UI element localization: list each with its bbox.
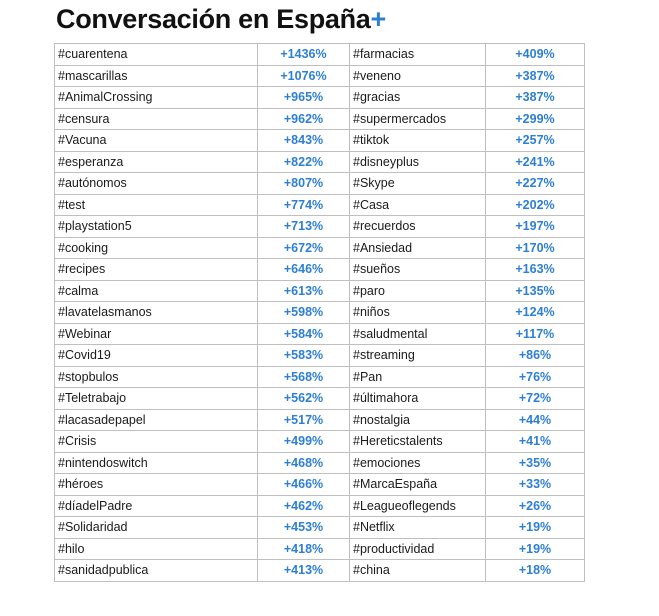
hashtag-cell: #recuerdos <box>350 216 486 238</box>
growth-cell: +41% <box>486 431 585 453</box>
hashtag-cell: #mascarillas <box>55 65 258 87</box>
growth-cell: +135% <box>486 280 585 302</box>
growth-cell: +33% <box>486 474 585 496</box>
hashtag-cell: #héroes <box>55 474 258 496</box>
hashtag-table <box>54 43 585 582</box>
hashtag-cell: #sanidadpublica <box>55 560 258 582</box>
table-row <box>55 173 585 195</box>
growth-cell: +453% <box>258 517 350 539</box>
growth-cell: +598% <box>258 302 350 324</box>
table-row <box>55 65 585 87</box>
hashtag-cell: #Casa <box>350 194 486 216</box>
title-text: Conversación en España <box>56 4 371 34</box>
hashtag-cell: #lavatelasmanos <box>55 302 258 324</box>
hashtag-cell: #autónomos <box>55 173 258 195</box>
hashtag-cell: #calma <box>55 280 258 302</box>
hashtag-cell: #gracias <box>350 87 486 109</box>
hashtag-cell: #emociones <box>350 452 486 474</box>
hashtag-cell: #díadelPadre <box>55 495 258 517</box>
table-row <box>55 302 585 324</box>
growth-cell: +1076% <box>258 65 350 87</box>
table-row <box>55 151 585 173</box>
table-row <box>55 495 585 517</box>
growth-cell: +86% <box>486 345 585 367</box>
table-row <box>55 474 585 496</box>
growth-cell: +584% <box>258 323 350 345</box>
hashtag-table-body <box>55 44 585 582</box>
hashtag-cell: #Pan <box>350 366 486 388</box>
hashtag-cell: #Ansiedad <box>350 237 486 259</box>
growth-cell: +387% <box>486 65 585 87</box>
table-row <box>55 237 585 259</box>
hashtag-cell: #productividad <box>350 538 486 560</box>
table-row <box>55 452 585 474</box>
hashtag-cell: #Crisis <box>55 431 258 453</box>
growth-cell: +18% <box>486 560 585 582</box>
hashtag-cell: #recipes <box>55 259 258 281</box>
table-row <box>55 87 585 109</box>
growth-cell: +466% <box>258 474 350 496</box>
growth-cell: +965% <box>258 87 350 109</box>
hashtag-cell: #stopbulos <box>55 366 258 388</box>
growth-cell: +163% <box>486 259 585 281</box>
growth-cell: +26% <box>486 495 585 517</box>
hashtag-cell: #test <box>55 194 258 216</box>
hashtag-cell: #cooking <box>55 237 258 259</box>
hashtag-cell: #Solidaridad <box>55 517 258 539</box>
hashtag-cell: #streaming <box>350 345 486 367</box>
table-row <box>55 259 585 281</box>
hashtag-cell: #Leagueoflegends <box>350 495 486 517</box>
hashtag-cell: #esperanza <box>55 151 258 173</box>
growth-cell: +562% <box>258 388 350 410</box>
growth-cell: +170% <box>486 237 585 259</box>
hashtag-cell: #nostalgia <box>350 409 486 431</box>
hashtag-cell: #playstation5 <box>55 216 258 238</box>
growth-cell: +568% <box>258 366 350 388</box>
hashtag-cell: #farmacias <box>350 44 486 66</box>
growth-cell: +962% <box>258 108 350 130</box>
hashtag-cell: #supermercados <box>350 108 486 130</box>
hashtag-cell: #china <box>350 560 486 582</box>
growth-cell: +807% <box>258 173 350 195</box>
plus-icon: + <box>370 4 386 34</box>
table-row <box>55 409 585 431</box>
hashtag-cell: #Webinar <box>55 323 258 345</box>
growth-cell: +299% <box>486 108 585 130</box>
growth-cell: +517% <box>258 409 350 431</box>
growth-cell: +1436% <box>258 44 350 66</box>
growth-cell: +468% <box>258 452 350 474</box>
hashtag-cell: #MarcaEspaña <box>350 474 486 496</box>
hashtag-cell: #censura <box>55 108 258 130</box>
growth-cell: +19% <box>486 517 585 539</box>
hashtag-cell: #Teletrabajo <box>55 388 258 410</box>
page-title <box>56 4 386 35</box>
table-row <box>55 345 585 367</box>
growth-cell: +44% <box>486 409 585 431</box>
growth-cell: +257% <box>486 130 585 152</box>
table-row <box>55 366 585 388</box>
table-row <box>55 517 585 539</box>
table-row <box>55 388 585 410</box>
hashtag-cell: #Netflix <box>350 517 486 539</box>
growth-cell: +35% <box>486 452 585 474</box>
hashtag-cell: #últimahora <box>350 388 486 410</box>
growth-cell: +462% <box>258 495 350 517</box>
growth-cell: +646% <box>258 259 350 281</box>
table-row <box>55 323 585 345</box>
table-row <box>55 130 585 152</box>
hashtag-cell: #Hereticstalents <box>350 431 486 453</box>
growth-cell: +822% <box>258 151 350 173</box>
growth-cell: +499% <box>258 431 350 453</box>
hashtag-cell: #Skype <box>350 173 486 195</box>
growth-cell: +197% <box>486 216 585 238</box>
growth-cell: +613% <box>258 280 350 302</box>
hashtag-cell: #hilo <box>55 538 258 560</box>
table-row <box>55 538 585 560</box>
growth-cell: +76% <box>486 366 585 388</box>
table-row <box>55 431 585 453</box>
table-row <box>55 44 585 66</box>
hashtag-cell: #nintendoswitch <box>55 452 258 474</box>
hashtag-cell: #veneno <box>350 65 486 87</box>
hashtag-cell: #Vacuna <box>55 130 258 152</box>
hashtag-cell: #disneyplus <box>350 151 486 173</box>
growth-cell: +672% <box>258 237 350 259</box>
hashtag-cell: #tiktok <box>350 130 486 152</box>
growth-cell: +202% <box>486 194 585 216</box>
hashtag-cell: #sueños <box>350 259 486 281</box>
growth-cell: +387% <box>486 87 585 109</box>
growth-cell: +409% <box>486 44 585 66</box>
hashtag-cell: #niños <box>350 302 486 324</box>
hashtag-cell: #AnimalCrossing <box>55 87 258 109</box>
growth-cell: +227% <box>486 173 585 195</box>
hashtag-cell: #lacasadepapel <box>55 409 258 431</box>
growth-cell: +713% <box>258 216 350 238</box>
hashtag-cell: #saludmental <box>350 323 486 345</box>
table-row <box>55 194 585 216</box>
growth-cell: +413% <box>258 560 350 582</box>
growth-cell: +72% <box>486 388 585 410</box>
growth-cell: +241% <box>486 151 585 173</box>
table-row <box>55 216 585 238</box>
growth-cell: +843% <box>258 130 350 152</box>
table-row <box>55 280 585 302</box>
growth-cell: +583% <box>258 345 350 367</box>
table-row <box>55 108 585 130</box>
table-row <box>55 560 585 582</box>
growth-cell: +117% <box>486 323 585 345</box>
hashtag-cell: #Covid19 <box>55 345 258 367</box>
growth-cell: +418% <box>258 538 350 560</box>
growth-cell: +19% <box>486 538 585 560</box>
hashtag-cell: #cuarentena <box>55 44 258 66</box>
growth-cell: +124% <box>486 302 585 324</box>
hashtag-cell: #paro <box>350 280 486 302</box>
growth-cell: +774% <box>258 194 350 216</box>
